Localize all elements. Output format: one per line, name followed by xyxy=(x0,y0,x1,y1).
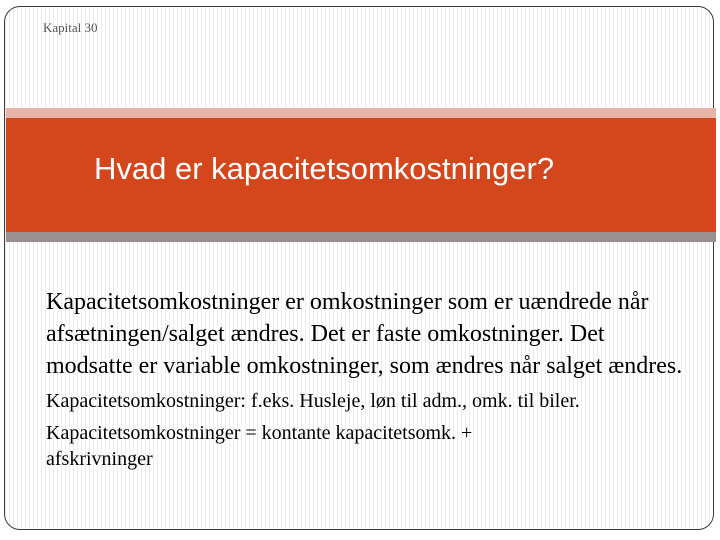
body-paragraph-formula: Kapacitetsomkostninger = kontante kapacitetsomk. + afskrivninger xyxy=(46,422,473,470)
body-paragraph-definition: Kapacitetsomkostninger er omkostninger som er uændrede når afsætningen/salget ændres. Det er faste omkostninger. Det modsatte er variable omkostninger, som ændres når salget ændres. xyxy=(46,289,683,379)
title-band-bottom-stripe xyxy=(6,232,716,242)
slide-title: Hvad er kapacitetsomkostninger? xyxy=(94,151,555,186)
slide-body xyxy=(46,286,686,472)
chapter-label: Kapital 30 xyxy=(43,20,98,35)
title-band-top-stripe xyxy=(6,108,716,118)
body-paragraph-examples: Kapacitetsomkostninger: f.eks. Husleje, løn til adm., omk. til biler. xyxy=(46,390,580,412)
